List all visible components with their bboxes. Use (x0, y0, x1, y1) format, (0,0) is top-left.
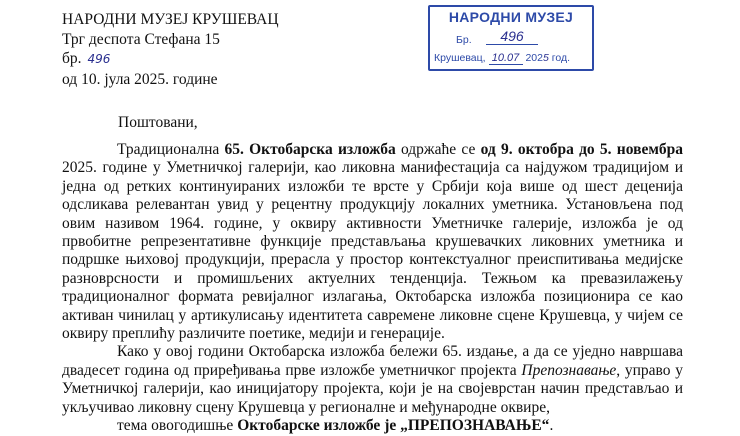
p1-intro: Традиционална (117, 141, 225, 158)
paragraph-2 (62, 343, 683, 417)
stamp-title: НАРОДНИ МУЗЕЈ (448, 9, 574, 25)
p2-b: , управо у Уметничкој галерији, као иницијатору пројекта, који је на својеврстан начин представљао и укључивао ликовну сцену Крушевца у регионалне и међународне оквире, (62, 361, 683, 416)
stamp-date-value: 10.07 (489, 52, 523, 65)
p1-rest: 2025. године у Уметничкој галерији, као ликовна манифестација са најдужом традицијом и једна од ретких континуираних изложби те врсте у Србији која више од шест деценија одсликава релевантан увид у рецентну продукцију локалних уметника. Установљена под овим називом 1964. године, у оквиру активности Уметничке галерије, изложба је од првобитне репрезентативне функције представљања крушевачких ликовних уметника и подршке њиховој продукцији, прерасла у простор контекстуалног преиспитивања медијске разноврсности и промишљених актуелних тенденција. Тежњом ка превазилажењу традиционалног формата ревијалног излагања, Октобарска изложба позиционира се као активан чинилац у артикулисању идентитета савремене ликовне сцене Крушевца, у чијем се оквиру преплићу различите поетике, медији и генерације. (62, 159, 683, 343)
stamp-date-line (434, 52, 570, 65)
p2-a: Како у овој години Октобарска изложба бележи 65. издање, а да се уједно навршава двадесет година од приређивања прве изложбе уметничког пројекта (62, 343, 683, 379)
registry-stamp (428, 5, 594, 71)
stamp-year-suffix: год. (551, 52, 570, 64)
paragraph-3 (62, 417, 683, 435)
stamp-number-label: Бр. (456, 34, 472, 46)
stamp-year-prefix: 202 (525, 52, 543, 64)
stamp-year-digit: 5 (542, 52, 549, 64)
institution-address: Трг деспота Стефана 15 (62, 30, 220, 48)
stamp-city: Крушевац, (434, 52, 486, 64)
letter-date: од 10. јула 2025. године (62, 70, 218, 88)
stamp-number-value: 496 (486, 28, 538, 45)
p3-a: тема овогодишње (117, 417, 238, 435)
p1-dates: од 9. октобра до 5. новембра (480, 141, 684, 158)
reference-number (62, 49, 279, 70)
institution-name: НАРОДНИ МУЗЕЈ КРУШЕВАЦ (62, 11, 279, 28)
p3-theme: Октобарске изложбе је „ПРЕПОЗНАВАЊЕ“ (237, 417, 550, 435)
p1-exhibition-name: 65. Октобарска изложба (224, 141, 396, 158)
paragraph-1 (62, 141, 683, 343)
reference-label: бр. (62, 50, 82, 67)
letterhead (62, 10, 279, 89)
p3-end: . (549, 417, 554, 435)
letter-body (62, 141, 683, 436)
p1-mid: одржаће се (395, 141, 481, 158)
greeting: Поштовани, (118, 114, 198, 131)
p2-project-name: Препознавање (521, 361, 617, 379)
reference-handwritten: 496 (87, 52, 111, 66)
